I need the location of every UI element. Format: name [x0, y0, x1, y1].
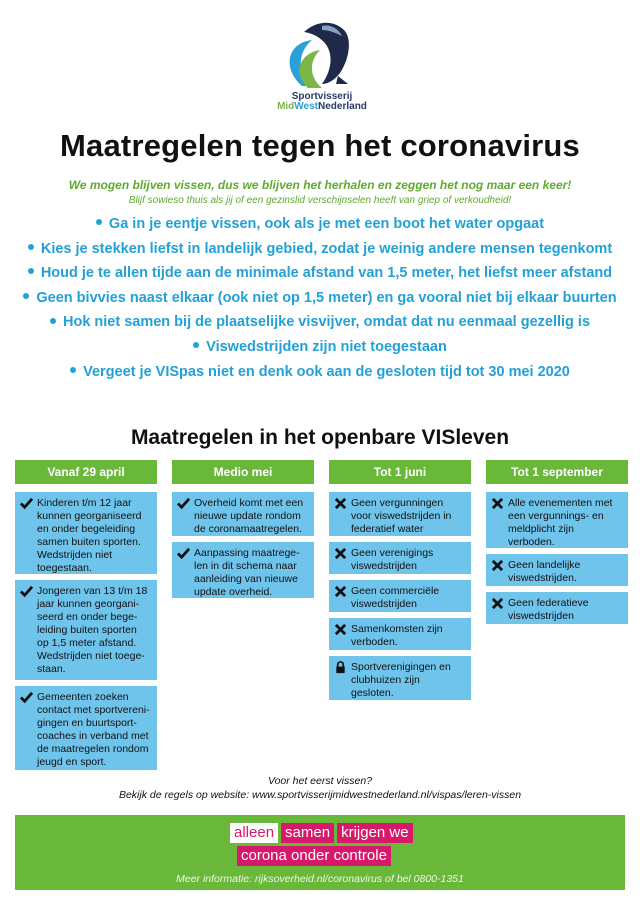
measure-card: Jongeren van 13 t/m 18 jaar kunnen georgani-seerd en onder bege-leiding buiten sporten op 1,5 meter afstand. Wedstrijden niet toege-staan.	[15, 580, 157, 680]
slogan-line-1	[230, 823, 413, 843]
logo	[272, 18, 372, 118]
measure-card: Geen verenigings viswedstrijden	[329, 542, 471, 574]
column-tot-1-september	[486, 460, 628, 622]
measure-card: Geen landelijke viswedstrijden.	[486, 554, 628, 586]
measure-card: Samenkomsten zijn verboden.	[329, 618, 471, 650]
check-icon	[177, 547, 190, 560]
slogan-banner	[15, 815, 625, 890]
rule-item: Viswedstrijden zijn niet toegestaan	[0, 335, 640, 360]
measure-card: Aanpassing maatrege-len in dit schema naar aanleiding van nieuwe update overheid.	[172, 542, 314, 598]
website-rules-note: Bekijk de regels op website: www.sportvisserijmidwestnederland.nl/vispas/leren-vissen	[118, 789, 522, 801]
cross-icon	[334, 585, 347, 598]
rule-item: Kies je stekken liefst in landelijk gebied, zodat je weinig andere mensen tegenkomt	[0, 237, 640, 262]
bullet-icon	[50, 318, 56, 324]
measure-card: Alle evenementen met een vergunnings- en meldplicht zijn verboden.	[486, 492, 628, 548]
column-header: Medio mei	[172, 460, 314, 484]
more-info-text: Meer informatie: rijksoverheid.nl/coronavirus of bel 0800-1351	[176, 873, 464, 885]
rule-item: Ga in je eentje vissen, ook als je met een boot het water opgaat	[0, 212, 640, 237]
fish-logo-icon	[272, 18, 372, 92]
logo-text-midwestnederland: MidWestNederland	[277, 101, 367, 112]
measure-card: Geen commerciële viswedstrijden	[329, 580, 471, 612]
check-icon	[20, 497, 33, 510]
page-title: Maatregelen tegen het coronavirus	[60, 128, 580, 163]
slogan-corona-onder-controle: corona onder controle	[237, 846, 391, 866]
column-vanaf-29-april	[15, 460, 157, 768]
bullet-icon	[28, 268, 34, 274]
slogan-word-krijgen-we: krijgen we	[337, 823, 413, 843]
check-icon	[177, 497, 190, 510]
cross-icon	[491, 559, 504, 572]
measure-card: Sportverenigingen en clubhuizen zijn gesloten.	[329, 656, 471, 700]
rule-item: Geen bivvies naast elkaar (ook niet op 1,5 meter) en ga vooral niet bij elkaar buurten	[0, 286, 640, 311]
slogan-word-samen: samen	[281, 823, 334, 843]
column-tot-1-juni	[329, 460, 471, 699]
slogan-word-alleen: alleen	[230, 823, 278, 843]
bullet-icon	[96, 219, 102, 225]
rules-list	[0, 212, 640, 384]
check-icon	[20, 585, 33, 598]
measure-card: Geen federatieve viswedstrijden	[486, 592, 628, 624]
logo-text-sportvisserij: Sportvisserij	[291, 91, 353, 102]
column-header: Vanaf 29 april	[15, 460, 157, 484]
intro-subtext: Blijf sowieso thuis als jij of een gezinslid verschijnselen heeft van griep of verkoudheid!	[128, 195, 512, 206]
section-title: Maatregelen in het openbare VISleven	[130, 426, 510, 449]
bullet-icon	[28, 244, 34, 250]
bullet-icon	[23, 293, 29, 299]
cross-icon	[491, 497, 504, 510]
bullet-icon	[193, 342, 199, 348]
bullet-icon	[70, 367, 76, 373]
first-time-fishing-note: Voor het eerst vissen?	[267, 775, 373, 787]
rule-item: Vergeet je VISpas niet en denk ook aan de gesloten tijd tot 30 mei 2020	[0, 360, 640, 385]
slogan-line-2	[237, 846, 391, 866]
cross-icon	[334, 497, 347, 510]
measure-card: Gemeenten zoeken contact met sportvereni-gingen en buurtsport-coaches in verband met de maatregelen rondom jeugd en sport.	[15, 686, 157, 770]
column-header: Tot 1 september	[486, 460, 628, 484]
rule-item: Hok niet samen bij de plaatselijke visvijver, omdat dat nu eenmaal gezellig is	[0, 310, 640, 335]
check-icon	[20, 691, 33, 704]
cross-icon	[334, 623, 347, 636]
cross-icon	[334, 547, 347, 560]
rule-item: Houd je te allen tijde aan de minimale afstand van 1,5 meter, het liefst meer afstand	[0, 261, 640, 286]
measure-card: Geen vergunningen voor viswedstrijden in federatief water	[329, 492, 471, 536]
measure-card: Overheid komt met een nieuwe update rondom de coronamaatregelen.	[172, 492, 314, 536]
intro-text: We mogen blijven vissen, dus we blijven het herhalen en zeggen het nog maar een keer!	[68, 178, 572, 192]
lock-icon	[334, 661, 347, 674]
cross-icon	[491, 597, 504, 610]
column-medio-mei	[172, 460, 314, 598]
measure-card: Kinderen t/m 12 jaar kunnen georganiseerd en onder begeleiding samen buiten sporten. Wedstrijden niet toegestaan.	[15, 492, 157, 574]
column-header: Tot 1 juni	[329, 460, 471, 484]
